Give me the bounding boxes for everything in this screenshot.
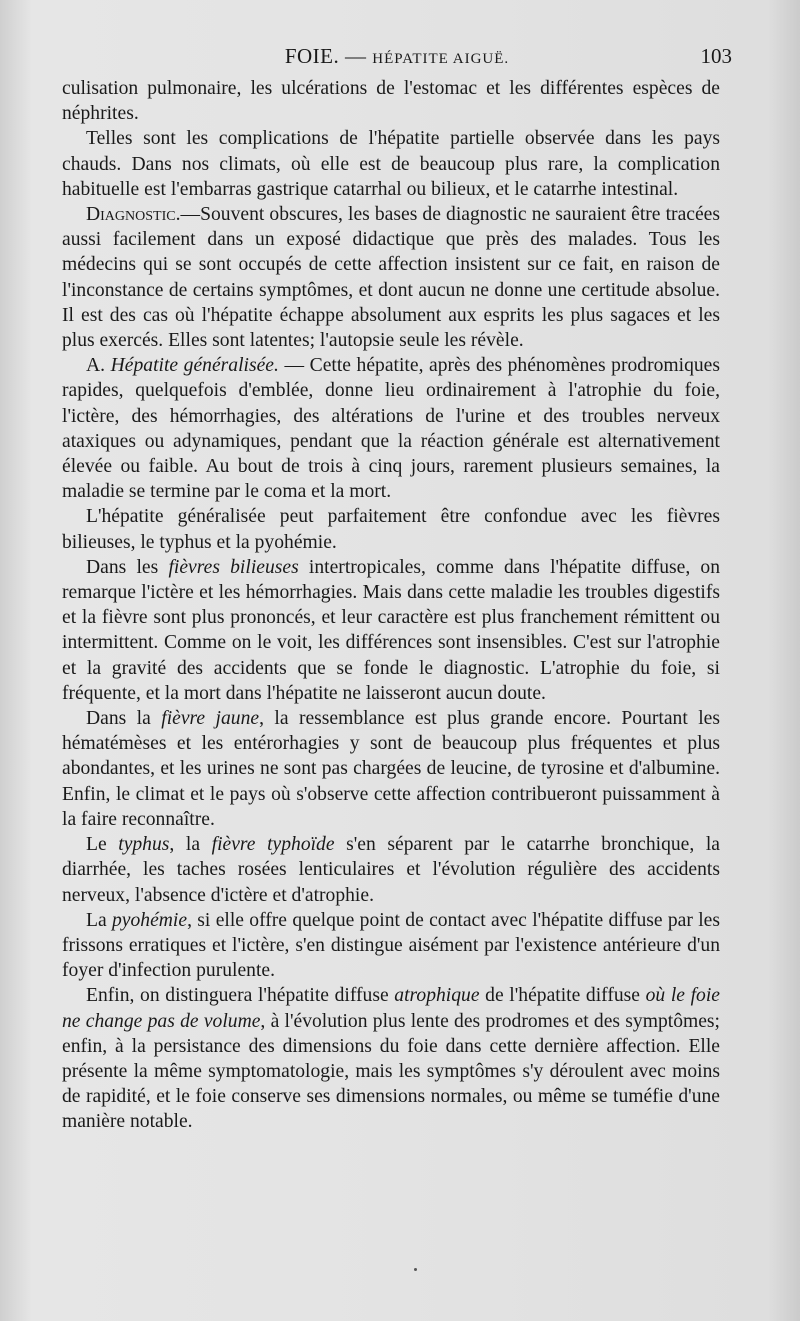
- text-run: , à l'évolution plus lente des prodromes et des symptômes; enfin, à la persistance des dimensions du foie dans cette dernière affection. Elle présente la même symptomatologie, mais les symptômes s'y déroulent avec moins de rapidité, et le foie conserve ses dimensions normales, ou même se tuméfie d'une manière notable.: [62, 1010, 720, 1133]
- ink-speck: [414, 1268, 417, 1271]
- paragraph: [62, 504, 720, 554]
- text-run: Telles sont les complications de l'hépatite partielle observée dans les pays chauds. Dans nos climats, où elle est de beaucoup plus rare, la complication habituelle est l'embarras gastrique catarrhal ou bilieux, et le catarrhe intestinal.: [62, 128, 720, 200]
- header-dash: —: [344, 44, 367, 68]
- text-run: de l'hépatite diffuse: [479, 985, 646, 1007]
- paragraph: [62, 832, 720, 908]
- text-run: culisation pulmonaire, les ulcérations de l'estomac et les différentes espèces de néphrites.: [62, 78, 720, 125]
- section-heading: Diagnostic.: [86, 204, 181, 226]
- italic-text: typhus: [118, 834, 170, 856]
- text-run: L'hépatite généralisée peut parfaitement être confondue avec les fièvres bilieuses, le typhus et la pyohémie.: [62, 506, 720, 553]
- italic-text: atrophique: [394, 985, 480, 1007]
- text-run: , la: [169, 834, 212, 856]
- text-run: , la ressemblance est plus grande encore. Pourtant les hématémèses et les entérorhagies y sont de beaucoup plus fréquentes et plus abondantes, et les urines ne sont pas chargées de leucine, de tyrosine et d'albumine. Enfin, le climat et le pays où s'observe cette affection contribueront puissamment à la faire reconnaître.: [62, 708, 720, 830]
- text-run: s'en séparent par le catarrhe bronchique, la diarrhée, les taches rosées lenticulaires et l'évolution régulière des accidents nerveux, l'absence d'ictère et d'atrophie.: [62, 834, 720, 906]
- italic-text: où le foie ne change pas de volume: [62, 985, 720, 1032]
- text-run: Dans les: [86, 556, 169, 578]
- italic-text: fièvre typhoïde: [211, 834, 335, 856]
- text-run: La: [86, 909, 112, 931]
- paragraph: [62, 983, 720, 1134]
- paragraph: [62, 353, 720, 504]
- text-run: Le: [86, 834, 119, 856]
- header-subtitle: HÉPATITE AIGUË.: [372, 51, 510, 67]
- text-body: [62, 76, 720, 1135]
- page-number: 103: [700, 44, 732, 68]
- text-run: A.: [86, 355, 111, 377]
- italic-text: fièvre jaune: [161, 708, 260, 730]
- running-title: [62, 44, 732, 69]
- text-run: intertropicales, comme dans l'hépatite diffuse, on remarque l'ictère et les hémorrhagies. Mais dans cette maladie les troubles digestifs et la fièvre sont plus prononcés, et leur caractère est plus franchement rémittent ou intermittent. Comme on le voit, les différences sont insensibles. C'est sur l'atrophie et la gravité des accidents que se fonde le diagnostic. L'atrophie du foie, si fréquente, et la mort dans l'hépatite ne laisseront aucun doute.: [62, 556, 721, 704]
- paragraph: [62, 202, 720, 353]
- text-run: — Cette hépatite, après des phénomènes prodromiques rapides, quelquefois d'emblée, donne lieu ordinairement à l'atrophie du foie, l'ictère, des hémorrhagies, des altérations de l'urine et des troubles nerveux ataxiques ou adynamiques, pendant que la réaction générale est alternativement élevée ou faible. Au bout de trois à cinq jours, rarement plusieurs semaines, la maladie se termine par le coma et la mort.: [62, 355, 720, 503]
- header-title: FOIE.: [284, 44, 340, 68]
- text-run: , si elle offre quelque point de contact avec l'hépatite diffuse par les frissons erratiques et l'ictère, s'en distingue aisément par l'existence antérieure d'un foyer d'infection purulente.: [62, 909, 720, 982]
- paragraph: [62, 76, 720, 126]
- paragraph: [62, 908, 720, 984]
- text-run: —Souvent obscures, les bases de diagnostic ne sauraient être tracées aussi facilement dans un exposé didactique que près des malades. Tous les médecins qui se sont occupés de cette affection insistent sur ce fait, en raison de l'inconstance de certains symptômes, et dont aucun ne donne une certitude absolue. Il est des cas où l'hépatite échappe absolument aux esprits les plus sagaces et les plus exercés. Elles sont latentes; l'autopsie seule les révèle.: [62, 204, 720, 352]
- italic-text: fièvres bilieuses: [168, 556, 299, 578]
- running-header: [62, 44, 732, 72]
- paragraph: [62, 126, 720, 202]
- text-run: Enfin, on distinguera l'hépatite diffuse: [86, 985, 395, 1007]
- italic-text: pyohémie: [112, 909, 188, 931]
- paragraph: [62, 706, 720, 832]
- italic-text: Hépatite généralisée.: [110, 355, 279, 377]
- paragraph: [62, 555, 720, 706]
- text-run: Dans la: [86, 708, 162, 730]
